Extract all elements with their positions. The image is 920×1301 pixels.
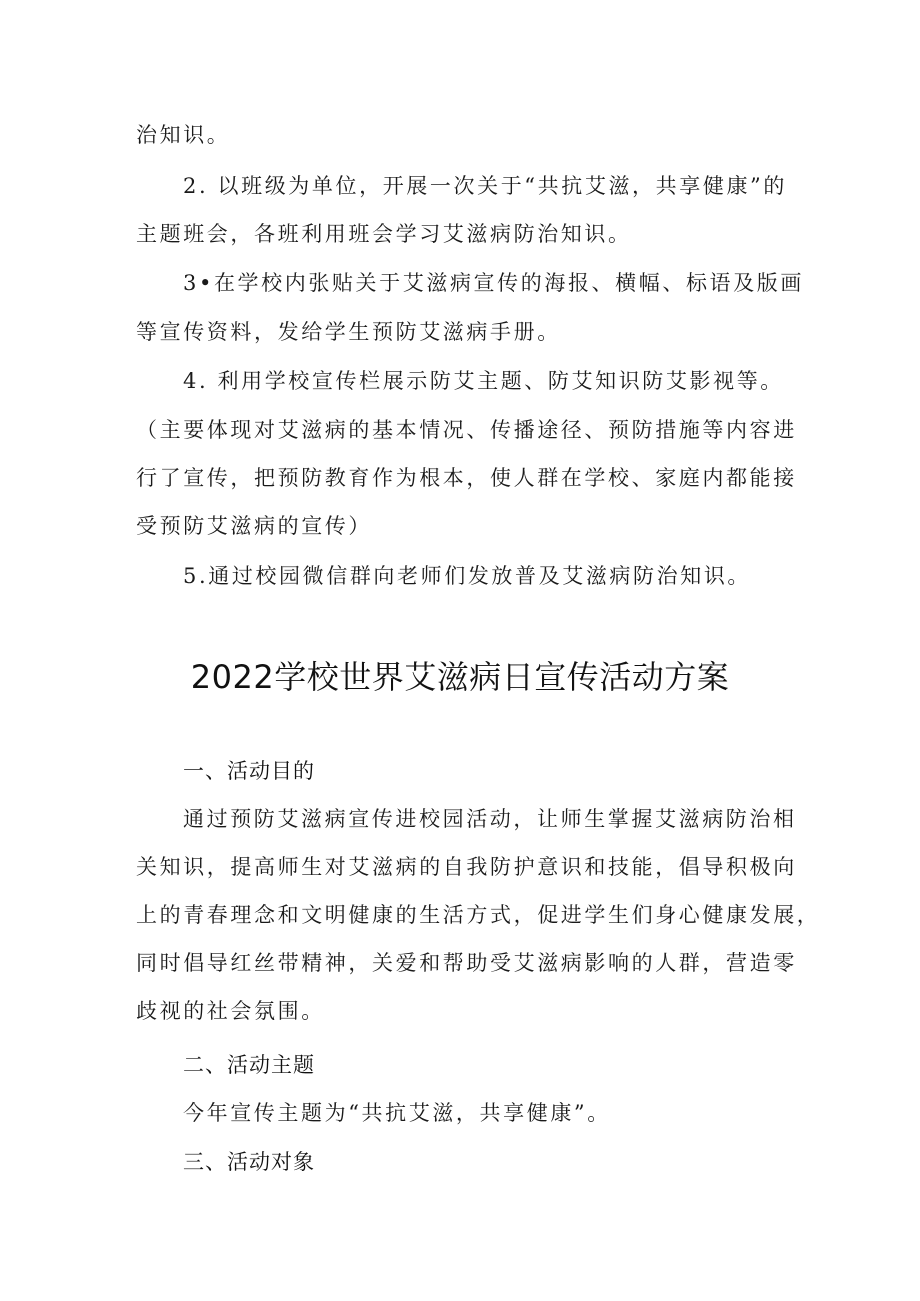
list-item-3-line-2: 等宣传资料，发给学生预防艾滋病手册。	[136, 320, 561, 344]
section-purpose-line-3: 上的青春理念和文明健康的生活方式，促进学生们身心健康发展，	[136, 903, 821, 927]
list-item-4-line-2: （主要体现对艾滋病的基本情况、传播途径、预防措施等内容进	[136, 418, 797, 442]
list-item-2-line-1: 2. 以班级为单位，开展一次关于“共抗艾滋，共享健康”的	[183, 174, 787, 198]
section-theme-line-1: 今年宣传主题为“共抗艾滋，共享健康”。	[183, 1101, 611, 1125]
list-item-2-line-2: 主题班会，各班利用班会学习艾滋病防治知识。	[136, 222, 632, 246]
body-line: 治知识。	[136, 123, 231, 147]
list-item-3-line-1: 3•在学校内张贴关于艾滋病宣传的海报、横幅、标语及版画	[183, 271, 804, 295]
section-purpose-line-4: 同时倡导红丝带精神，关爱和帮助受艾滋病影响的人群，营造零	[136, 951, 797, 975]
list-item-4-line-4: 受预防艾滋病的宣传）	[136, 514, 372, 538]
list-item-5-line-1: 5.通过校园微信群向老师们发放普及艾滋病防治知识。	[183, 564, 752, 588]
section-heading-audience: 三、活动对象	[183, 1150, 315, 1174]
list-item-4-line-1: 4. 利用学校宣传栏展示防艾主题、防艾知识防艾影视等。	[183, 369, 784, 393]
section-heading-theme: 二、活动主题	[183, 1053, 315, 1077]
section-purpose-line-2: 关知识，提高师生对艾滋病的自我防护意识和技能，倡导积极向	[136, 855, 797, 879]
section-heading-purpose: 一、活动目的	[183, 759, 315, 783]
section-purpose-line-1: 通过预防艾滋病宣传进校园活动，让师生掌握艾滋病防治相	[183, 807, 797, 831]
section-purpose-line-5: 歧视的社会氛围。	[136, 999, 325, 1023]
list-item-4-line-3: 行了宣传，把预防教育作为根本，使人群在学校、家庭内都能接	[136, 466, 797, 490]
document-title: 2022学校世界艾滋病日宣传活动方案	[190, 658, 730, 696]
